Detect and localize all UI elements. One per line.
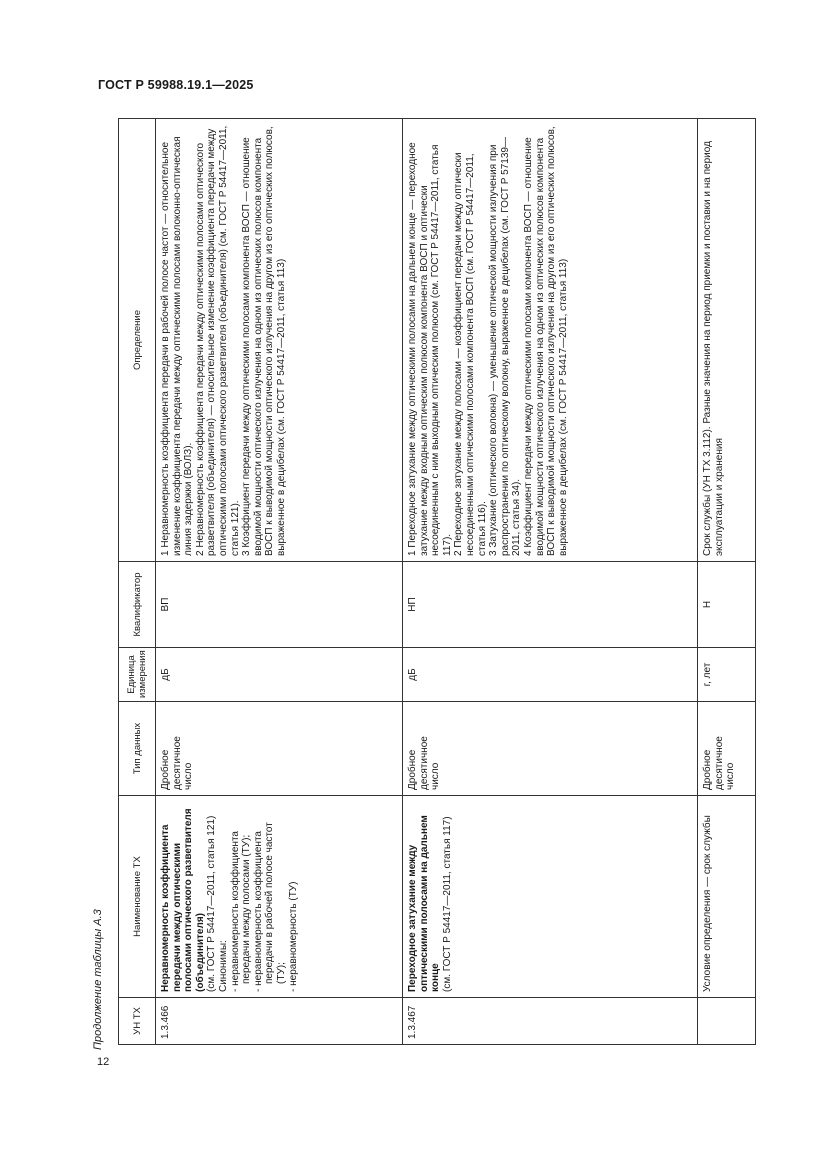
row-definition-cell xyxy=(403,119,698,562)
table-row xyxy=(698,119,756,1045)
row-name: Условие определения — срок службы xyxy=(698,796,756,998)
page-number: 12 xyxy=(97,1056,110,1068)
row-data-type: Дробное десятичное число xyxy=(156,702,403,796)
row-name-ref: (см. ГОСТ Р 54417—2011, статья 121) xyxy=(206,815,218,992)
row-code: 1.3.467 xyxy=(403,998,698,1045)
rotated-table-container xyxy=(118,119,756,1045)
table-row xyxy=(403,119,698,1045)
col-header-unit: Единица измерения xyxy=(119,648,156,702)
synonym-item: - неравномерность коэффициента передачи в рабочей полосе частот (ТУ); xyxy=(252,822,287,992)
col-header-qualifier: Квалификатор xyxy=(119,562,156,648)
definition-paragraph: 4 Коэффициент передачи между оптическими полосами компонента ВОСП — отношение вводимой мощности оптического излучения на одном из оптических полюсов компонента ВОСП к выводимой мощности оптического излучения на другом из его оптических полюсов, выраженное в децибелах (см. ГОСТ Р 54417—2011, статья 113) xyxy=(522,126,569,556)
table-row xyxy=(156,119,403,1045)
definition-paragraph: 2 Переходное затухание между полосами — коэффициент передачи между оптически несоединенными оптическими полосами компонента ВОСП (см. ГОСТ Р 54417—2011, статья 116). xyxy=(453,152,488,556)
col-header-name: Наименование ТХ xyxy=(119,796,156,998)
row-code xyxy=(698,998,756,1045)
col-header-definition: Определение xyxy=(119,119,156,562)
definition-paragraph: Срок службы (УН ТХ 3.112). Разные значения на период приемки и поставки и на период эксплуатации и хранения xyxy=(702,141,725,556)
synonym-item: - неравномерность (ТУ) xyxy=(287,881,299,992)
row-definition-cell xyxy=(698,119,756,562)
row-name-cell xyxy=(156,796,403,998)
col-header-code: УН ТХ xyxy=(119,998,156,1045)
characteristics-table xyxy=(118,118,756,1045)
definition-paragraph: 1 Переходное затухание между оптическими полосами на дальнем конце — переходное затухание между входным оптическим полюсом компонента ВОСП и оптически несоединенным с ним выходным оптическим полюсом (см. ГОСТ Р 54417—2011, статья 117). xyxy=(407,142,453,556)
definition-paragraph: 3 Затухание (оптического волокна) — уменьшение оптической мощности излучения при распространении по оптическому волокну, выраженное в децибелах (см. ГОСТ Р 57139—2011, статья 34). xyxy=(488,137,523,556)
row-name-ref: (см. ГОСТ Р 54417—2011, статья 117) xyxy=(441,816,453,992)
row-code: 1.3.466 xyxy=(156,998,403,1045)
row-name-cell xyxy=(403,796,698,998)
row-qualifier: ВП xyxy=(156,562,403,648)
definition-paragraph: 3 Коэффициент передачи между оптическими полосами компонента ВОСП — отношение вводимой мощности оптического излучения на одном из оптических полюсов компонента ВОСП к выводимой мощности оптического излучения на другом из его оптических полюсов, выраженное в децибелах (см. ГОСТ Р 54417—2011, статья 113) xyxy=(241,126,287,556)
document-header: ГОСТ Р 59988.19.1—2025 xyxy=(98,78,254,92)
synonyms-label: Синонимы: xyxy=(217,940,229,992)
table-caption: Продолжение таблицы А.3 xyxy=(92,909,104,1050)
row-qualifier: НП xyxy=(403,562,698,648)
row-data-type: Дробное десятичное число xyxy=(403,702,698,796)
row-unit: г, лет xyxy=(698,648,756,702)
definition-paragraph: 2 Неравномерность коэффициента передачи между оптическими полосами оптического разветвителя (объединителя) — относительное изменение коэффициента передачи между оптическими полосами оптического разветвителя (объединителя) (см. ГОСТ Р 54417—2011, статья 121). xyxy=(194,125,241,556)
row-name: Переходное затухание между оптическими полосами на дальнем конце xyxy=(407,815,442,992)
col-header-data-type: Тип данных xyxy=(119,702,156,796)
row-qualifier: Н xyxy=(698,562,756,648)
row-definition-cell xyxy=(156,119,403,562)
definition-paragraph: 1 Неравномерность коэффициента передачи в рабочей полосе частот — относительное изменение коэффициента передачи между оптическими полосами волоконно-оптическая линия задержки (ВОЛЗ). xyxy=(160,136,195,556)
row-unit: дБ xyxy=(403,648,698,702)
row-unit: дБ xyxy=(156,648,403,702)
table-header-row xyxy=(119,119,156,1045)
synonym-item: - неравномерность коэффициента передачи между полосами (ТУ); xyxy=(229,831,253,992)
row-data-type: Дробное десятичное число xyxy=(698,702,756,796)
row-name: Неравномерность коэффициента передачи между оптическими полосами оптического разветвителя (объединителя) xyxy=(160,808,206,992)
